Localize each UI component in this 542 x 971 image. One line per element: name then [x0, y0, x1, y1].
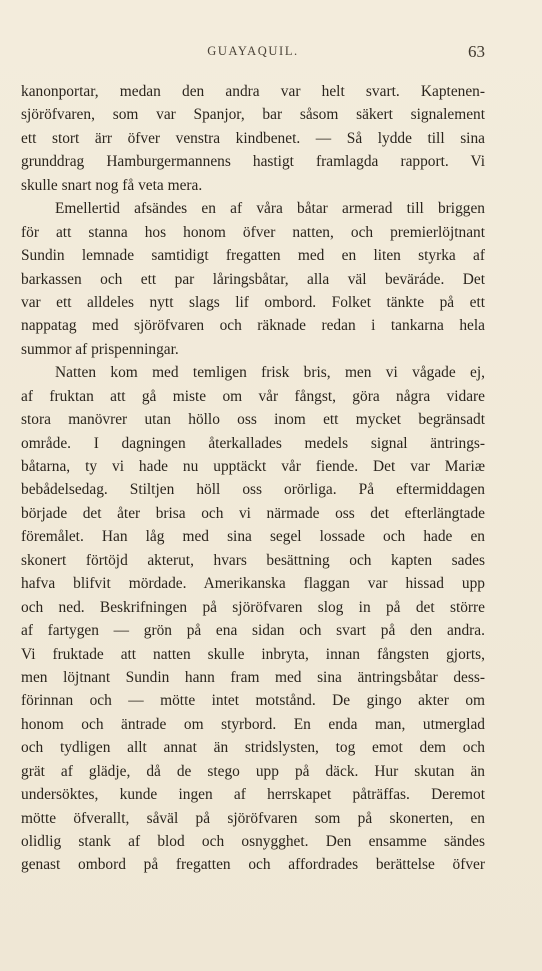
text-line: båtarna, ty vi hade nu upptäckt vår fiende. Det var Mariæ — [21, 458, 485, 475]
text-line: grät af glädje, då de stego upp på däck. Hur skutan än — [21, 762, 485, 780]
body-text — [21, 80, 485, 877]
page-number: 63 — [468, 42, 485, 61]
text-line: olidlig stank af blod och osnygghet. Den ensamme sändes — [21, 833, 485, 850]
text-line: Emellertid afsändes en af våra båtar armerad till briggen — [55, 200, 485, 218]
text-line: och ned. Beskrifningen på sjöröfvaren slog in på det större — [21, 598, 485, 616]
text-line: började det åter brisa och vi närmade oss det efterlängtade — [21, 504, 485, 522]
text-line: summor af prispenningar. — [21, 340, 179, 358]
text-line: föremålet. Han låg med sina segel lossade och hade en — [21, 528, 485, 546]
text-line: honom och äntrade om styrbord. En enda man, utmerglad — [21, 715, 485, 733]
text-line: var ett alldeles nytt slags lif ombord. Folket tänkte på ett — [21, 293, 485, 311]
text-line: mötte öfverallt, såväl på sjöröfvaren som på skonerten, en — [21, 809, 485, 827]
text-line: kanonportar, medan den andra var helt svart. Kaptenen- — [21, 83, 485, 100]
text-line: förinnan och — mötte intet motstånd. De gingo akter om — [21, 692, 485, 710]
text-line: af fartygen — grön på ena sidan och svart på den andra. — [21, 622, 485, 640]
text-line: Vi fruktade att natten skulle inbryta, innan fångsten gjorts, — [21, 645, 485, 663]
text-line: Sundin lemnade samtidigt fregatten med en liten styrka af — [21, 247, 485, 265]
text-line: hafva blifvit mördade. Amerikanska flaggan var hissad upp — [21, 575, 485, 593]
text-line: område. I dagningen återkallades medels signal äntrings- — [21, 434, 485, 452]
text-line: bebådelsedag. Stiltjen höll oss orörliga. På eftermiddagen — [21, 481, 485, 499]
text-line: nappatag med sjöröfvaren och räknade redan i tankarna hela — [21, 317, 485, 335]
text-line: undersöktes, kunde ingen af herrskapet påträffas. Deremot — [21, 786, 485, 804]
text-line: genast ombord på fregatten och affordrades berättelse öfver — [21, 856, 485, 874]
text-line: skonert förtöjd akterut, hvars besättning och kapten sades — [21, 551, 485, 569]
text-line: och tydligen allt annat än stridslysten, tog emot dem och — [21, 739, 485, 757]
text-line: men löjtnant Sundin hann fram med sina äntringsbåtar dess- — [21, 668, 485, 686]
running-title: GUAYAQUIL. — [207, 44, 299, 58]
page-header — [21, 44, 485, 66]
text-line: stora manövrer utan höllo oss inom ett mycket begränsadt — [21, 411, 485, 429]
text-line: grunddrag Hamburgermannens hastigt framlagda rapport. Vi — [21, 153, 485, 171]
text-line: för att stanna hos honom öfver natten, och premierlöjtnant — [21, 223, 485, 241]
text-line: ett stort ärr öfver venstra kindbenet. — Så lydde till sina — [21, 129, 485, 147]
text-line: skulle snart nog få veta mera. — [21, 176, 203, 194]
text-line: sjöröfvaren, som var Spanjor, bar såsom säkert signalement — [21, 106, 485, 124]
text-line: Natten kom med temligen frisk bris, men vi vågade ej, — [55, 364, 485, 382]
text-line: af fruktan att gå miste om vår fångst, göra några vidare — [21, 387, 485, 405]
text-line: barkassen och ett par låringsbåtar, alla väl beväráde. Det — [21, 270, 485, 288]
